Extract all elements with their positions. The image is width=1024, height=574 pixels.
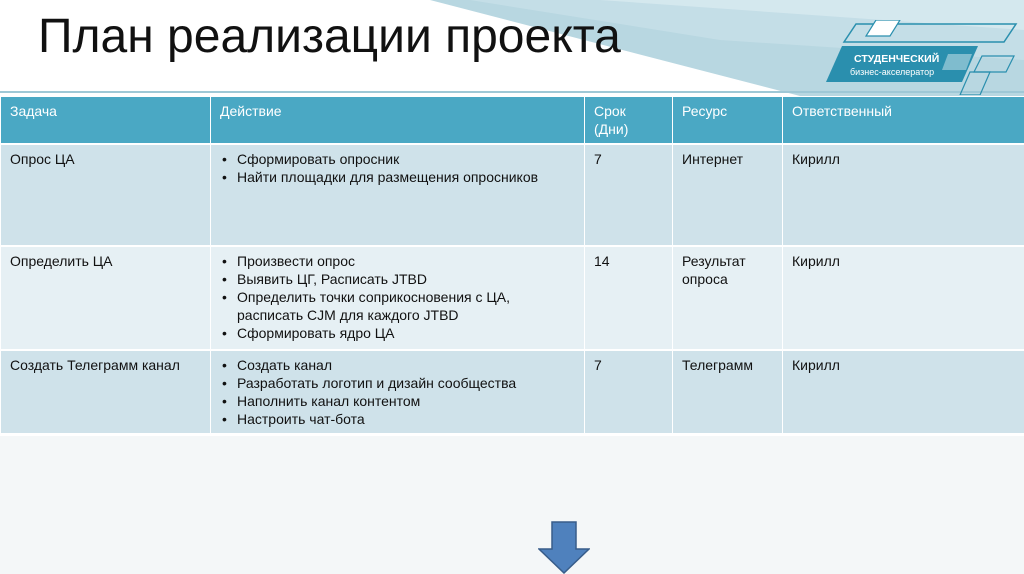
header-task: Задача [1, 97, 211, 145]
task-cell: Создать Телеграмм канал [1, 350, 211, 434]
days-cell: 14 [585, 246, 673, 350]
owner-cell: Кирилл [783, 144, 1024, 246]
project-plan-table-wrap [0, 96, 1024, 434]
task-cell: Определить ЦА [1, 246, 211, 350]
action-item: • Найти площадки для размещения опросников [220, 168, 575, 186]
owner-cell: Кирилл [783, 350, 1024, 434]
actions-list [220, 252, 575, 342]
action-item: • Настроить чат-бота [220, 410, 575, 428]
action-item: • Наполнить канал контентом [220, 392, 575, 410]
owner-cell: Кирилл [783, 246, 1024, 350]
slide-title: План реализации проекта [38, 10, 621, 63]
days-cell: 7 [585, 350, 673, 434]
actions-list [220, 356, 575, 428]
action-item: • Создать канал [220, 356, 575, 374]
logo-line-2: бизнес-акселератор [850, 67, 935, 77]
table-header-row [1, 97, 1024, 145]
header-owner: Ответственный [783, 97, 1024, 145]
action-item: • Разработать логотип и дизайн сообщества [220, 374, 575, 392]
actions-list [220, 150, 575, 186]
down-arrow-icon[interactable] [538, 521, 590, 574]
accelerator-logo [820, 20, 1020, 95]
logo-line-1: СТУДЕНЧЕСКИЙ [854, 53, 940, 65]
table-row [1, 246, 1024, 350]
action-item: • Сформировать опросник [220, 150, 575, 168]
header-days: Срок (Дни) [585, 97, 673, 145]
header-resource: Ресурс [673, 97, 783, 145]
actions-cell [211, 350, 585, 434]
resource-cell: Результат опроса [673, 246, 783, 350]
slide-lower-area [0, 436, 1024, 574]
task-cell: Опрос ЦА [1, 144, 211, 246]
action-item: • Произвести опрос [220, 252, 575, 270]
action-item: • Определить точки соприкосновения с ЦА, расписать CJM для каждого JTBD [220, 288, 575, 324]
table-row [1, 350, 1024, 434]
actions-cell [211, 246, 585, 350]
project-plan-table [0, 96, 1024, 434]
resource-cell: Телеграмм [673, 350, 783, 434]
table-row [1, 144, 1024, 246]
action-item: • Сформировать ядро ЦА [220, 324, 575, 342]
resource-cell: Интернет [673, 144, 783, 246]
days-cell: 7 [585, 144, 673, 246]
actions-cell [211, 144, 585, 246]
action-item: • Выявить ЦГ, Расписать JTBD [220, 270, 575, 288]
header-action: Действие [211, 97, 585, 145]
